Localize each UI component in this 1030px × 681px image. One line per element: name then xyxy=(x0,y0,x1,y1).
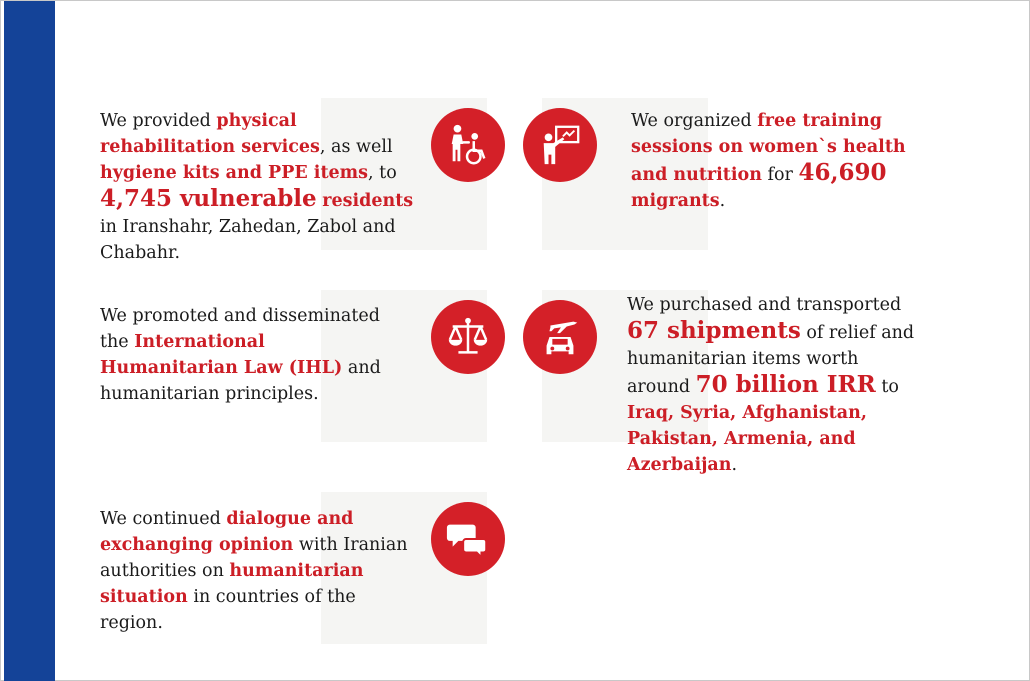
shipments-text xyxy=(627,292,927,478)
sidebar-band xyxy=(4,1,55,681)
highlight-text: physical rehabilitation services xyxy=(100,111,320,157)
highlight-text: dialogue and exchanging opinion xyxy=(100,509,354,555)
body-text: . xyxy=(731,455,738,475)
transport-icon xyxy=(523,300,597,374)
training-text xyxy=(631,108,921,214)
body-text: in countries of the region. xyxy=(100,587,356,633)
training-icon xyxy=(523,108,597,182)
rehabilitation-text xyxy=(100,108,415,266)
highlight-text: Iraq, Syria, Afghanistan, Pakistan, Armenia, and Azerbaijan xyxy=(627,403,867,475)
highlight-text: residents xyxy=(322,191,414,211)
highlight-text: hygiene kits and PPE items xyxy=(100,163,369,183)
highlight-text: International Humanitarian Law (IHL) xyxy=(100,332,343,378)
body-text: for xyxy=(761,165,799,185)
body-text: We promoted and disseminated the xyxy=(100,306,380,352)
body-text: with Iranian authorities on xyxy=(100,535,408,581)
dialogue-icon xyxy=(431,502,505,576)
highlight-figure: 67 shipments xyxy=(627,317,801,344)
body-text: in Iranshahr, Zahedan, Zabol and Chabahr. xyxy=(100,217,396,263)
body-text: , as well xyxy=(319,137,393,157)
body-text: , to xyxy=(368,163,397,183)
highlight-figure: 4,745 vulnerable xyxy=(100,185,317,212)
body-text: to xyxy=(875,377,899,397)
highlight-figure: 70 billion IRR xyxy=(695,371,876,398)
body-text: and humanitarian principles. xyxy=(100,358,381,404)
body-text: We organized xyxy=(631,111,758,131)
rehabilitation-icon xyxy=(431,108,505,182)
highlight-figure: 46,690 xyxy=(798,159,887,186)
body-text: . xyxy=(719,191,726,211)
ihl-text xyxy=(100,303,390,407)
highlight-text: free training sessions on women`s health and nutrition xyxy=(631,111,906,185)
dialogue-text xyxy=(100,506,410,636)
body-text: We continued xyxy=(100,509,227,529)
body-text: of relief and humanitarian items worth around xyxy=(627,323,915,397)
body-text: We purchased and transported xyxy=(627,295,902,315)
body-text: We provided xyxy=(100,111,217,131)
justice-scales-icon xyxy=(431,300,505,374)
highlight-text: humanitarian situation xyxy=(100,561,364,607)
highlight-text: migrants xyxy=(631,191,720,211)
